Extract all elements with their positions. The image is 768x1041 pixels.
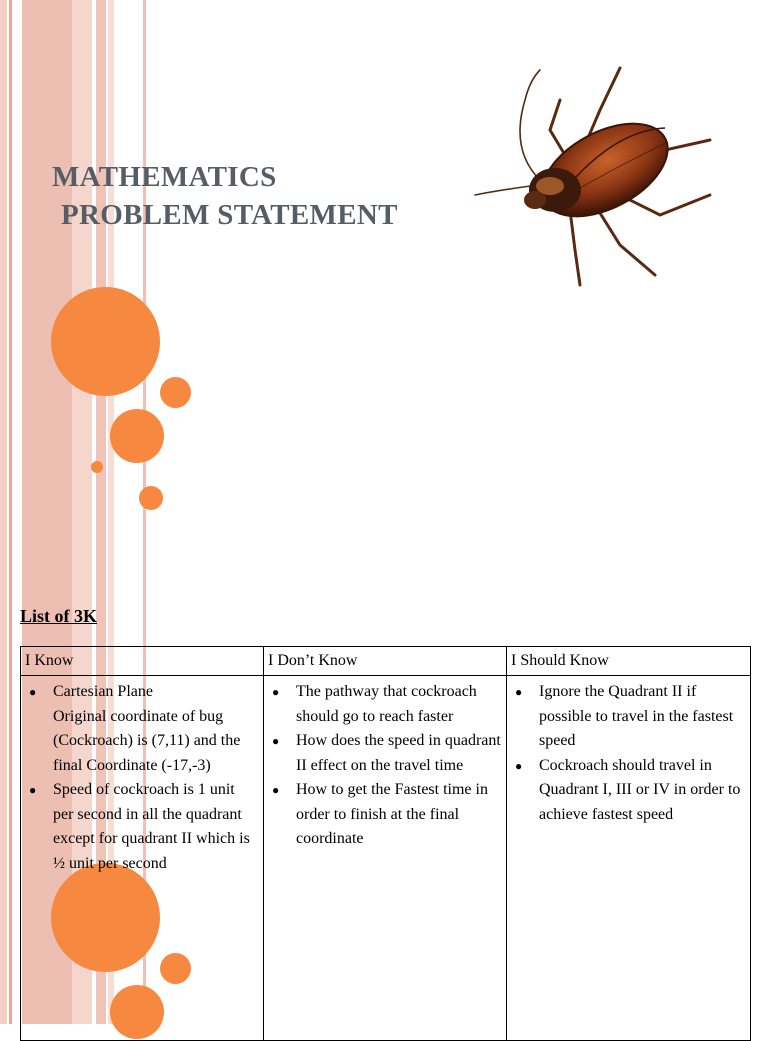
should-know-item-2: Cockroach should travel in Quadrant I, III or IV in order to achieve fastest speed [539,756,741,823]
decorative-circle-medium [110,409,164,463]
decorative-circle-small [139,486,163,510]
should-know-item-1: Ignore the Quadrant II if possible to travel in the fastest speed [539,683,734,749]
decorative-circle-small [160,377,191,408]
list-item [515,680,746,754]
title-line-1: MATHEMATICS [52,161,277,193]
slide-title [52,158,398,234]
cockroach-icon [470,60,720,295]
decorative-circle-large [51,287,160,396]
cell-i-should-know [507,676,751,1041]
bullet-icon: ● [272,783,280,797]
table-row [21,676,751,1041]
list-i-should-know [511,680,746,827]
list-i-dont-know [268,680,502,852]
list-heading: List of 3K [20,606,98,626]
title-line-2: PROBLEM STATEMENT [61,199,398,231]
list-item [515,754,746,828]
list-item [29,778,259,876]
table-header-row [21,647,751,676]
cell-i-dont-know [264,676,507,1041]
dont-know-item-1: The pathway that cockroach should go to reach faster [296,683,477,725]
three-k-table [20,646,751,1041]
header-i-dont-know: I Don’t Know [264,647,507,676]
decorative-circle-tiny [91,461,103,473]
bullet-icon: ● [515,758,523,773]
bullet-icon: ● [272,685,280,699]
list-i-know [25,680,259,876]
cell-i-know [21,676,264,1041]
know-item-2: Speed of cockroach is 1 unit per second in all the quadrant except for quadrant II which is ½ unit per second [53,781,250,872]
header-i-should-know: I Should Know [507,647,751,676]
dont-know-item-3: How to get the Fastest time in order to finish at the final coordinate [296,781,488,847]
bullet-icon: ● [29,783,37,797]
bullet-icon: ● [272,734,280,748]
header-i-know: I Know [21,647,264,676]
know-item-1-line-2: Original coordinate of bug (Cockroach) is (7,11) and the final Coordinate (-17,-3) [53,707,241,774]
bullet-icon: ● [515,685,523,699]
list-item [272,778,502,852]
know-item-1-line-1: Cartesian Plane [53,683,153,700]
dont-know-item-2: How does the speed in quadrant II effect on the travel time [296,732,501,774]
list-item [29,680,259,778]
bullet-icon: ● [29,685,37,699]
list-item [272,680,502,729]
list-item [272,729,502,778]
